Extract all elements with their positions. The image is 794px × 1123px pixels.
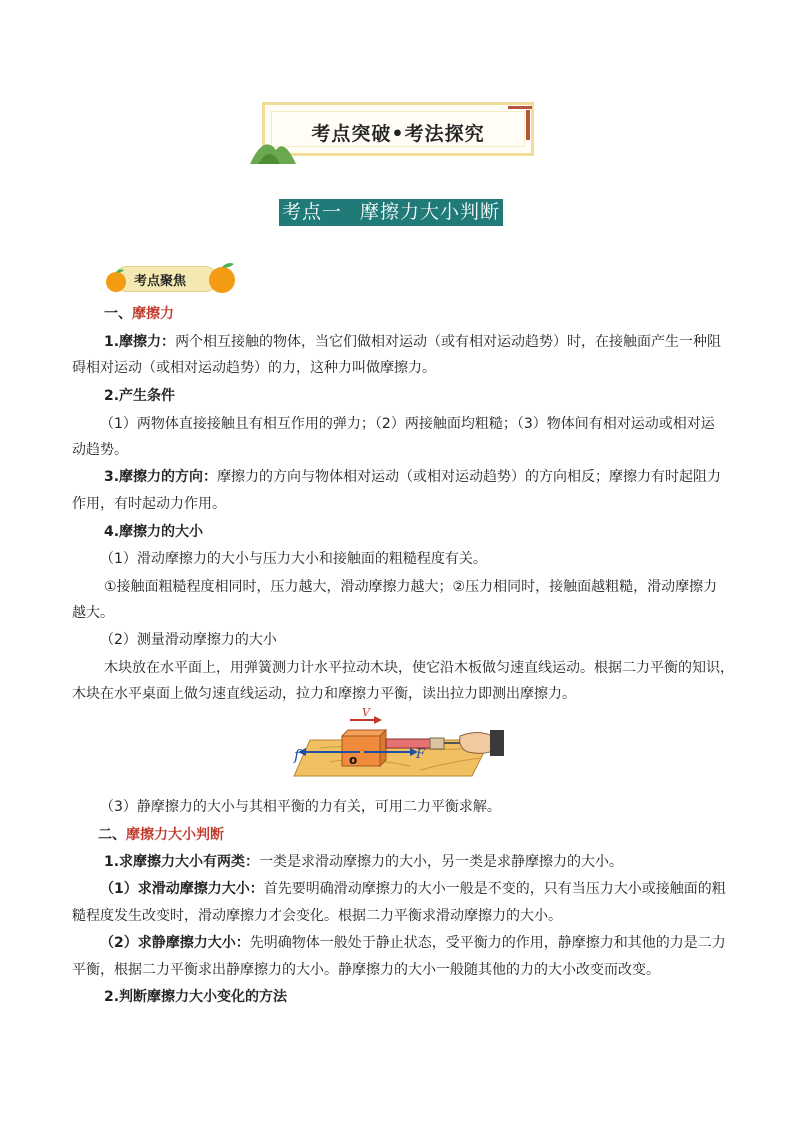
subheading: 2.产生条件: [104, 388, 176, 404]
orange-icon: [104, 268, 130, 292]
velocity-label: V: [362, 708, 370, 719]
paragraph-cont: 作用，有时起动力作用。: [72, 496, 226, 512]
paragraph-cont: 越大。: [72, 605, 114, 621]
heading-friction: 一、摩擦力: [104, 306, 174, 322]
paragraph-cont: 动趋势。: [72, 442, 128, 458]
banner-frame: [262, 102, 534, 156]
paragraph-cont: 糙程度发生改变时，滑动摩擦力才会变化。根据二力平衡求滑动摩擦力的大小。: [72, 908, 562, 924]
paragraph: （2）求静摩擦力大小：先明确物体一般处于静止状态，受平衡力的作用，静摩擦力和其他的力是二力: [100, 935, 726, 951]
pill-label: 考点聚焦: [134, 274, 187, 289]
section-banner: [250, 100, 540, 162]
section-heading: [279, 199, 503, 226]
heading-friction-size: 二、摩擦力大小判断: [98, 827, 224, 843]
paragraph: （1）两物体直接接触且有相互作用的弹力；（2）两接触面均粗糙；（3）物体间有相对运动或相对运: [100, 416, 715, 432]
paragraph: （3）静摩擦力的大小与其相平衡的力有关，可用二力平衡求解。: [100, 799, 501, 815]
force-label: F: [416, 747, 426, 762]
paragraph: 1.摩擦力：两个相互接触的物体，当它们做相对运动（或有相对运动趋势）时，在接触面产生一种阻: [104, 334, 722, 350]
banner-accent: [508, 106, 532, 109]
section-label: 考点一: [282, 201, 343, 223]
paragraph: （1）滑动摩擦力的大小与压力大小和接触面的粗糙程度有关。: [100, 551, 487, 567]
paragraph-cont: 木块在水平桌面上做匀速直线运动，拉力和摩擦力平衡，读出拉力即测出摩擦力。: [72, 686, 576, 702]
hills-icon: [250, 130, 300, 164]
origin-label: o: [349, 753, 358, 767]
banner-title: 考点突破•考法探究: [311, 123, 485, 145]
subheading: 2.判断摩擦力大小变化的方法: [104, 989, 288, 1005]
paragraph: （1）求滑动摩擦力大小：首先要明确滑动摩擦力的大小一般是不变的，只有当压力大小或接触面的粗: [100, 881, 726, 897]
paragraph-cont: 碍相对运动（或相对运动趋势）的力，这种力叫做摩擦力。: [72, 360, 436, 376]
paragraph-cont: 平衡，根据二力平衡求出静摩擦力的大小。静摩擦力的大小一般随其他的力的大小改变而改变。: [72, 962, 660, 978]
banner-accent-bar: [526, 110, 530, 140]
orange-icon: [206, 260, 238, 294]
section-title: 摩擦力大小判断: [360, 201, 501, 223]
focus-pill: [104, 262, 234, 296]
paragraph: 1.求摩擦力大小有两类：一类是求滑动摩擦力的大小，另一类是求静摩擦力的大小。: [104, 854, 624, 870]
paragraph: 木块放在水平面上，用弹簧测力计水平拉动木块，使它沿木板做匀速直线运动。根据二力平衡的知识，: [104, 660, 734, 676]
friction-label: f: [294, 746, 300, 764]
friction-experiment-figure: [290, 708, 510, 788]
paragraph: ①接触面粗糙程度相同时，压力越大，滑动摩擦力越大；②压力相同时，接触面越粗糙，滑动摩擦力: [104, 579, 718, 595]
paragraph: 3.摩擦力的方向：摩擦力的方向与物体相对运动（或相对运动趋势）的方向相反；摩擦力有时起阻力: [104, 469, 722, 485]
subheading: 4.摩擦力的大小: [104, 524, 204, 540]
paragraph: （2）测量滑动摩擦力的大小: [100, 632, 277, 648]
